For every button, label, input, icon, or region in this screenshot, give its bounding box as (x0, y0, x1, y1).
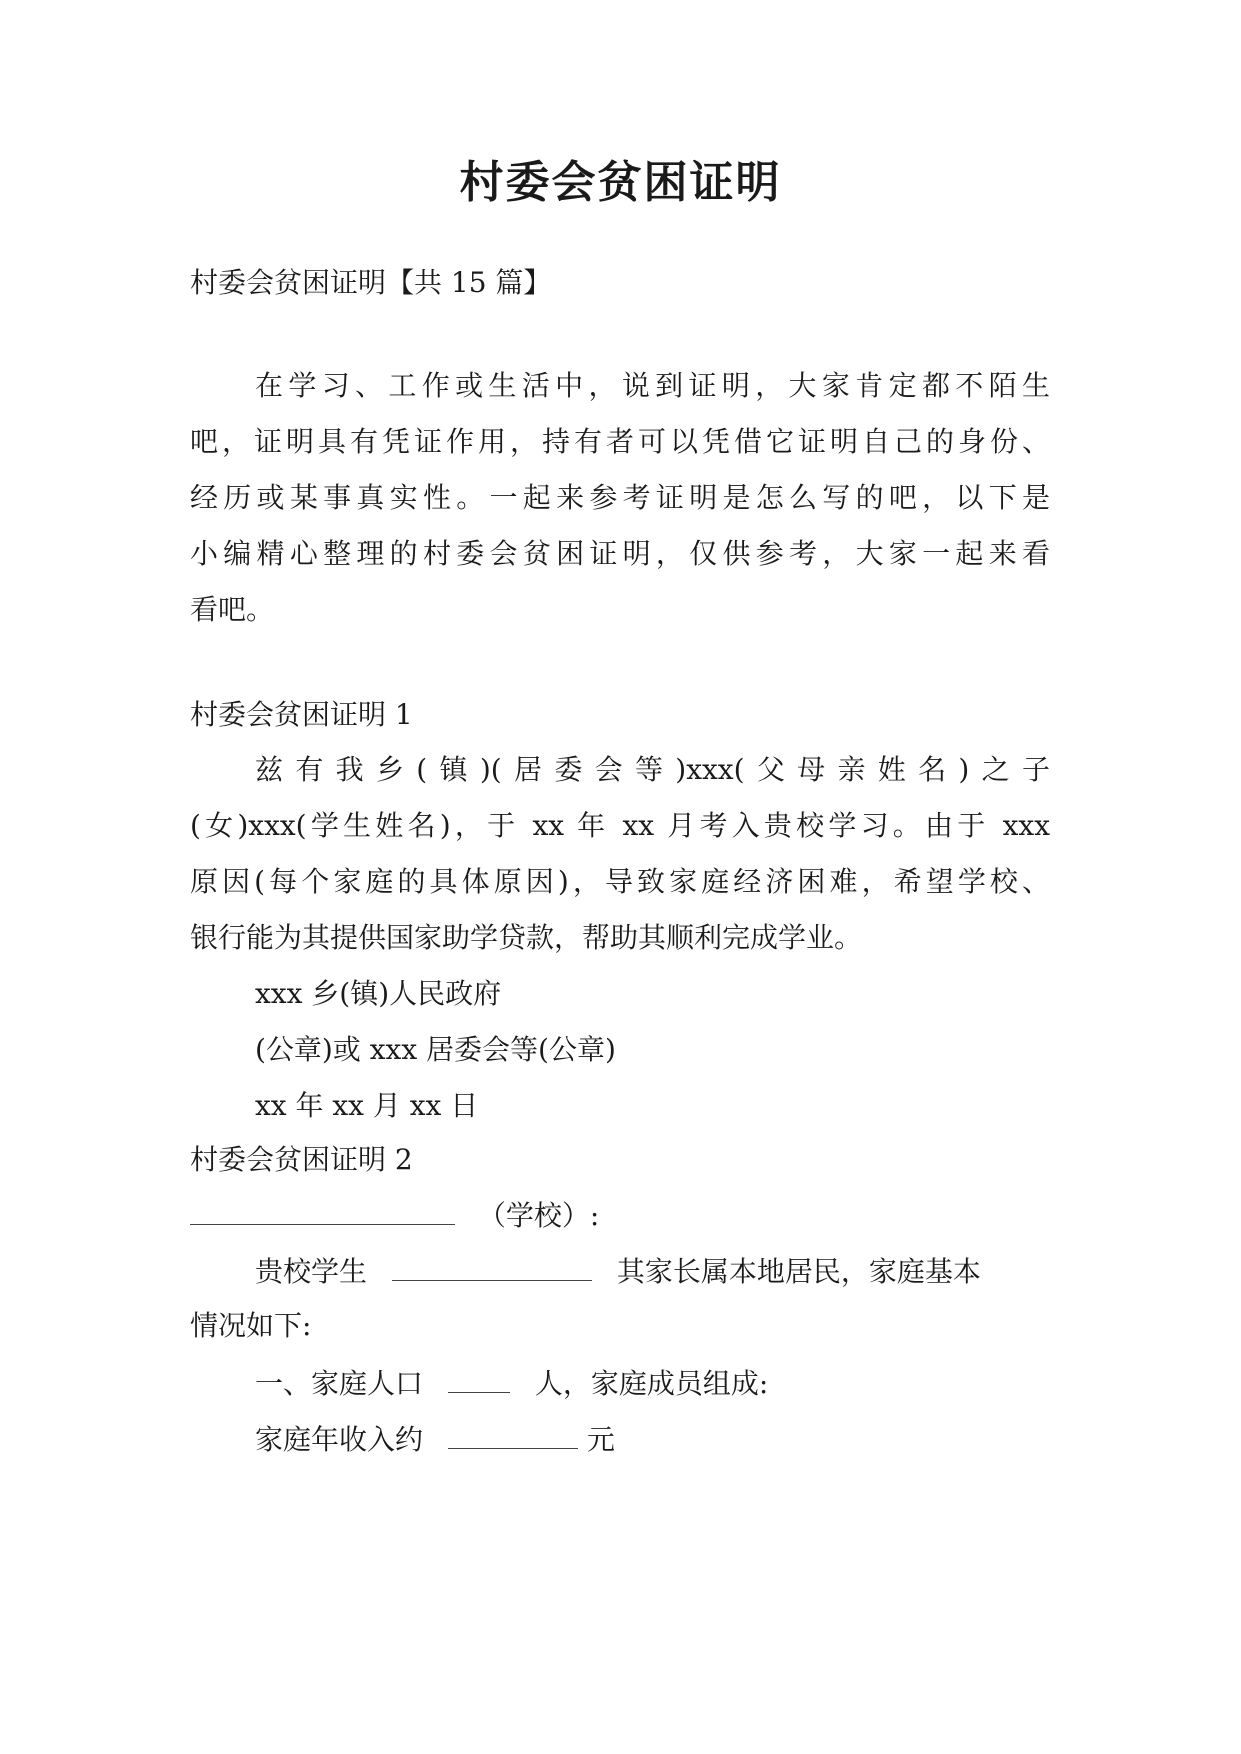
section-1-line-3: 原因(每个家庭的具体原因)，导致家庭经济困难，希望学校、 (190, 865, 1050, 898)
document-title: 村委会贫困证明 (459, 157, 782, 208)
school-name-blank (190, 1194, 455, 1225)
section-2-income-line (255, 1418, 615, 1460)
student-prefix: 贵校学生 (255, 1255, 368, 1288)
income-prefix: 家庭年收入约 (255, 1423, 424, 1456)
intro-line-4: 小编精心整理的村委会贫困证明，仅供参考，大家一起来看 (190, 537, 1050, 570)
section-1-line-1: 兹有我乡(镇)(居委会等)xxx(父母亲姓名)之子 (255, 753, 1050, 786)
intro-line-3: 经历或某事真实性。一起来参考证明是怎么写的吧，以下是 (190, 481, 1050, 514)
intro-line-1: 在学习、工作或生活中，说到证明，大家肯定都不陌生 (255, 369, 1050, 402)
section-2-situation: 情况如下: (190, 1309, 312, 1342)
population-suffix: 人，家庭成员组成: (534, 1367, 769, 1400)
income-suffix: 元 (586, 1423, 615, 1456)
section-1-heading: 村委会贫困证明 1 (190, 698, 413, 731)
population-blank (448, 1362, 510, 1393)
section-1-line-2: (女)xxx(学生姓名)，于 xx 年 xx 月考入贵校学习。由于 xxx (190, 809, 1050, 842)
section-2-student-line (255, 1250, 981, 1292)
income-blank (448, 1418, 578, 1449)
section-2-addressee (190, 1194, 599, 1236)
student-name-blank (392, 1250, 592, 1281)
section-1-date: xx 年 xx 月 xx 日 (255, 1089, 479, 1122)
population-prefix: 一、家庭人口 (255, 1367, 424, 1400)
section-1-signer: xxx 乡(镇)人民政府 (255, 977, 502, 1010)
section-1-seal: (公章)或 xxx 居委会等(公章) (255, 1033, 616, 1066)
intro-line-2: 吧，证明具有凭证作用，持有者可以凭借它证明自己的身份、 (190, 425, 1050, 458)
section-1-line-4: 银行能为其提供国家助学贷款，帮助其顺利完成学业。 (190, 921, 863, 954)
student-suffix: 其家长属本地居民，家庭基本 (616, 1255, 981, 1288)
section-2-population-line (255, 1362, 768, 1404)
document-subtitle: 村委会贫困证明【共 15 篇】 (190, 266, 552, 299)
addressee-suffix: （学校）: (477, 1199, 600, 1232)
intro-line-5: 看吧。 (190, 593, 275, 626)
section-2-heading: 村委会贫困证明 2 (190, 1143, 413, 1176)
